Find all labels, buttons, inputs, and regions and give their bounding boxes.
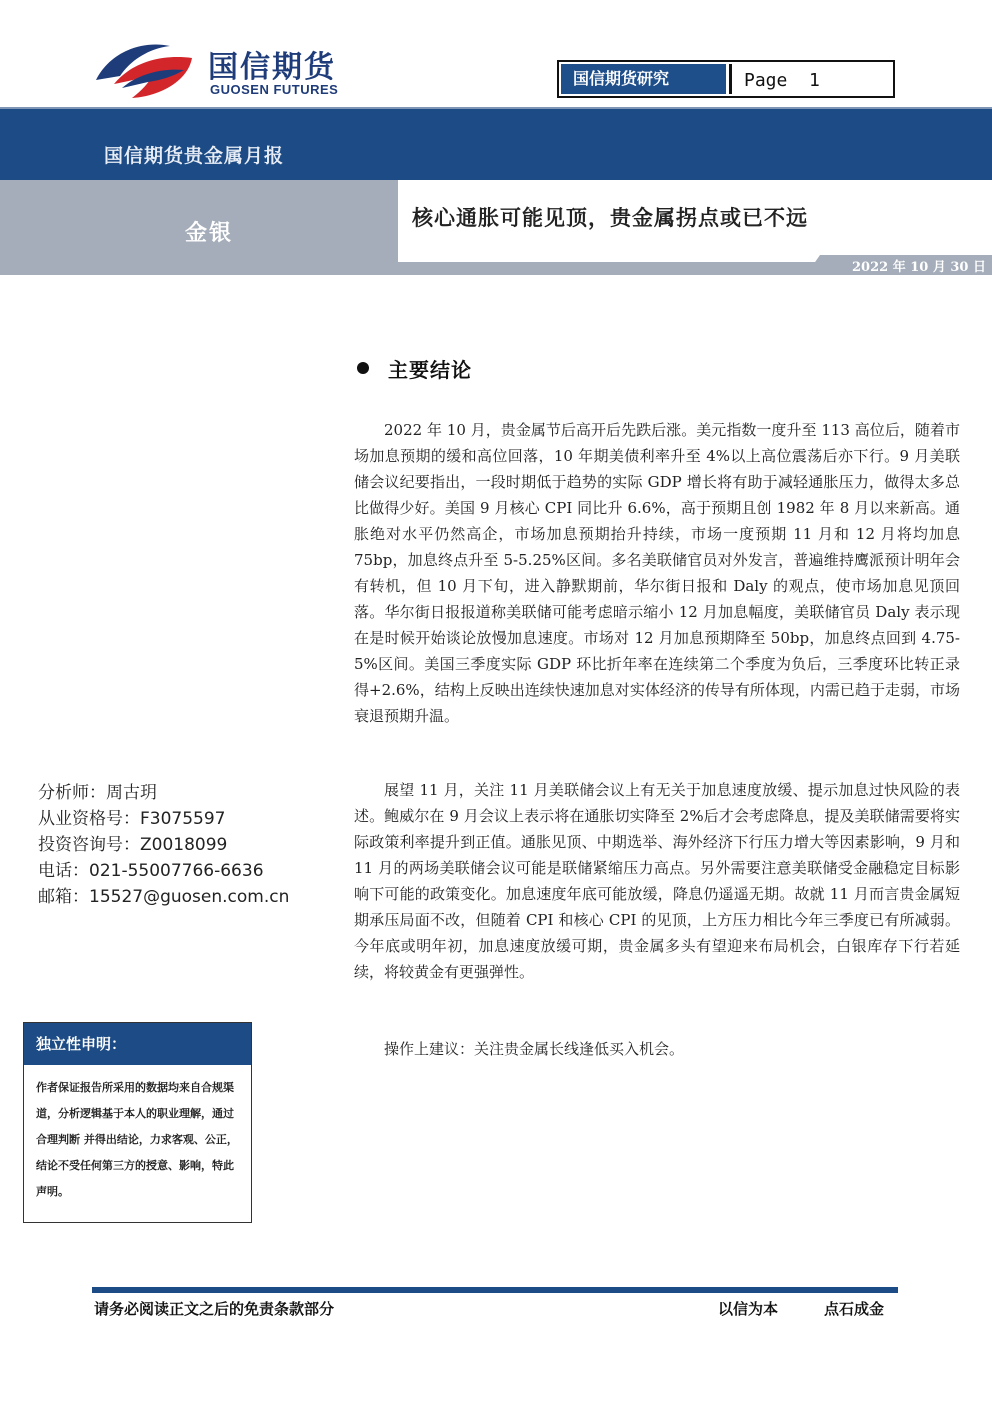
guosen-logo-icon — [92, 40, 202, 102]
analyst-name: 分析师：周古玥 — [38, 783, 157, 803]
operation-suggestion: 操作上建议：关注贵金属长线逢低买入机会。 — [384, 1040, 685, 1058]
divider-bar — [0, 262, 820, 275]
company-logo — [92, 38, 362, 108]
report-date: 2022 年 10 月 30 日 — [852, 260, 986, 275]
bullet-icon — [357, 362, 369, 374]
analyst-info — [38, 780, 289, 910]
report-series-title: 国信期货贵金属月报 — [104, 145, 285, 167]
report-title: 核心通胀可能见顶，贵金属拐点或已不远 — [412, 205, 808, 230]
category-block — [0, 180, 398, 262]
conclusion-paragraph: 2022 年 10 月，贵金属节后高开后先跌后涨。美元指数一度升至 113 高位后，随着市场加息预期的缓和高位回落，10 年期美债利率升至 4%以上高位震荡后亦下行。9 月美联储会议纪要指出，一段时期低于趋势的实际 GDP 增长将有助于减轻通胀压力，做得太多总比做得少好。美国 9 月核心 CPI 同比升 6.6%，高于预期且创 1982 年 8 月以来新高。通胀绝对水平仍然高企，市场加息预期抬升持续，市场一度预期 11 月和 12 月将均加息 75bp，加息终点升至 5-5.25%区间。多名美联储官员对外发言，普遍维持鹰派预计明年会有转机，但 10 月下旬，进入静默期前，华尔街日报和 Daly 的观点，使市场加息见顶回落。华尔街日报报道称美联储可能考虑暗示缩小 12 月加息幅度，美联储官员 Daly 表示现在是时候开始谈论放慢加息速度。市场对 12 月加息预期降至 50bp，加息终点回到 4.75-5%区间。美国三季度实际 GDP 环比折年率在连续第二个季度为负后，三季度环比转正录得+2.6%，结构上反映出连续快速加息对实体经济的传导有所体现，内需已趋于走弱，市场衰退预期升温。 — [354, 421, 960, 725]
independence-statement — [23, 1022, 252, 1223]
analyst-qualification: 从业资格号：F3075597 — [38, 809, 226, 829]
analyst-consult-number: 投资咨询号：Z0018099 — [38, 835, 228, 855]
footer-motto-2: 点石成金 — [824, 1300, 885, 1318]
research-label: 国信期货研究 — [561, 64, 726, 94]
date-bar — [820, 255, 992, 275]
conclusion-paragraph: 展望 11 月，关注 11 月美联储会议上有无关于加息速度放缓、提示加息过快风险的表述。鲍威尔在 9 月会议上表示将在通胀切实降至 2%后才会考虑降息，提及美联储需要将实际政策利率提升到正值。通胀见顶、中期选举、海外经济下行压力增大等因素影响，9 月和 11 月的两场美联储会议可能是联储紧缩压力高点。另外需要注意美联储受金融稳定目标影响下可能的政策变化。加息速度年底可能放缓，降息仍遥遥无期。故就 11 月而言贵金属短期承压局面不改，但随着 CPI 和核心 CPI 的见顶，上方压力相比今年三季度已有所减弱。今年底或明年初，加息速度放缓可期，贵金属多头有望迎来布局机会，白银库存下行若延续，将较黄金有更强弹性。 — [354, 781, 960, 981]
footer-divider — [92, 1287, 898, 1293]
section-heading: 主要结论 — [388, 358, 472, 382]
category-label: 金银 — [185, 220, 234, 246]
report-series-band — [0, 107, 992, 182]
footer-motto-1: 以信为本 — [718, 1300, 779, 1318]
disclaimer-notice: 请务必阅读正文之后的免责条款部分 — [94, 1300, 335, 1318]
logo-name-cn: 国信期货 — [208, 50, 336, 85]
page-number: Page 1 — [729, 64, 891, 94]
research-page-box — [557, 60, 895, 98]
title-area — [398, 180, 992, 248]
independence-heading: 独立性申明： — [24, 1023, 251, 1065]
analyst-phone: 电话：021-55007766-6636 — [38, 861, 264, 881]
analyst-email: 邮箱：15527@guosen.com.cn — [38, 887, 290, 907]
independence-text: 作者保证报告所采用的数据均来自合规渠道，分析逻辑基于本人的职业理解，通过合理判断 并得出结论，力求客观、公正，结论不受任何第三方的授意、影响，特此声明。 — [36, 1081, 238, 1198]
logo-name-en: GUOSEN FUTURES — [210, 82, 339, 97]
